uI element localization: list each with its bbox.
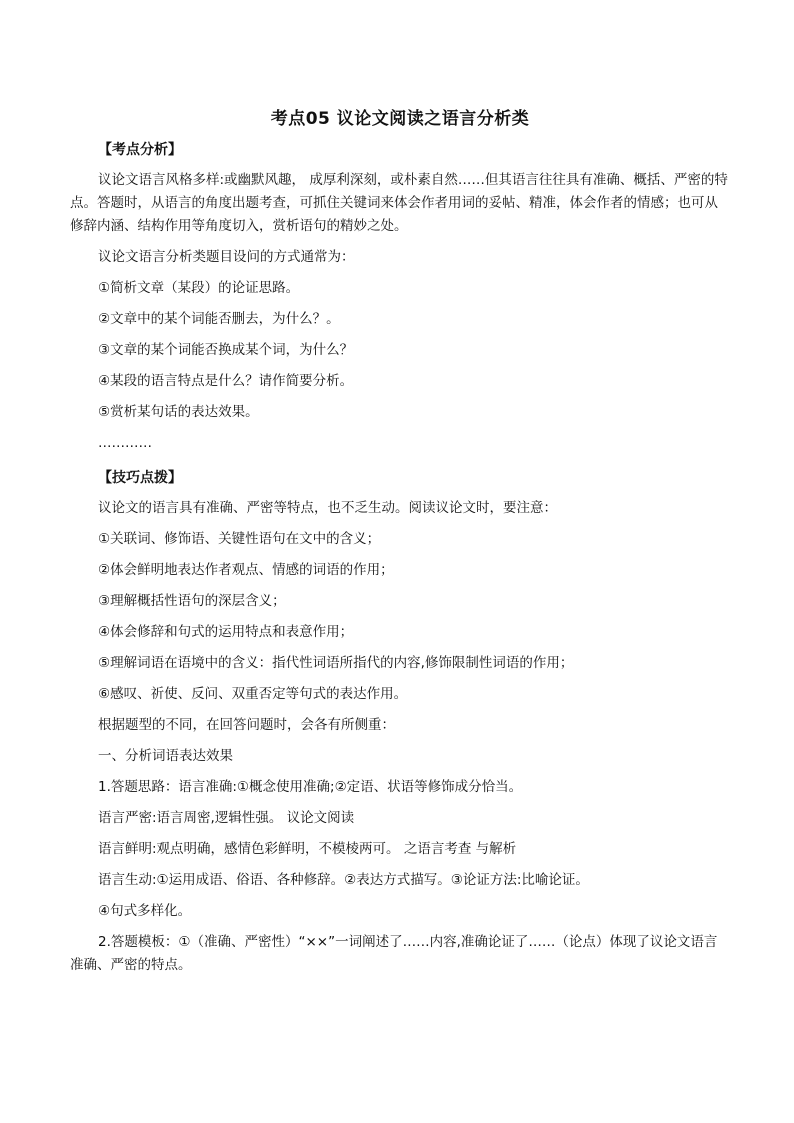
section-heading-tips: 【技巧点拨】 (98, 470, 182, 486)
tip-item: ⑥感叹、祈使、反问、双重否定等句式的表达作用。 (98, 686, 408, 702)
tip-item: 根据题型的不同，在回答问题时，会各有所侧重： (98, 717, 395, 733)
tip-item: 语言生动:①运用成语、俗语、各种修辞。②表达方式描写。③论证方法:比喻论证。 (98, 872, 589, 888)
tip-item: 一、分析词语表达效果 (98, 748, 233, 764)
tip-item: 语言鲜明:观点明确，感情色彩鲜明，不模棱两可。 之语言考查 与解析 (98, 841, 517, 857)
tip-item: ③理解概括性语句的深层含义； (98, 593, 286, 609)
question-type-item: ③文章的某个词能否换成某个词，为什么？ (98, 342, 354, 358)
tip-item: 1.答题思路：语言准确:①概念使用准确;②定语、状语等修饰成分恰当。 (98, 779, 523, 795)
tip-item: ①关联词、修饰语、关键性语句在文中的含义； (98, 531, 381, 547)
answer-template-paragraph: 2.答题模板：①（准确、严密性）“××”一词阐述了……内容,准确论证了……（论点）体现了议论文语言准确、严密的特点。 (70, 934, 718, 973)
analysis-intro-paragraph: 议论文语言风格多样:或幽默风趣， 成厚利深刻，或朴素自然……但其语言往往具有准确、概括、严密的特点。答题时，从语言的角度出题考查，可抓住关键词来体会作者用词的妥帖、精准，体会作者的情感；也可从修辞内涵、结构作用等角度切入，赏析语句的精妙之处。 (70, 172, 728, 234)
document-page (70, 104, 730, 985)
question-type-item: ⑤赏析某句话的表达效果。 (98, 404, 259, 420)
ellipsis-line: ………… (98, 435, 152, 451)
tip-item: 语言严密:语言周密,逻辑性强。 议论文阅读 (98, 810, 355, 826)
tip-item: ⑤理解词语在语境中的含义：指代性词语所指代的内容,修饰限制性词语的作用； (98, 655, 574, 671)
question-type-item: ④某段的语言特点是什么？请作简要分析。 (98, 373, 354, 389)
tips-intro-text: 议论文的语言具有准确、严密等特点，也不乏生动。阅读议论文时，要注意： (98, 500, 557, 516)
section-heading-analysis: 【考点分析】 (98, 142, 182, 158)
tip-item: ④体会修辞和句式的运用特点和表意作用； (98, 624, 354, 640)
question-type-item: ②文章中的某个词能否删去，为什么？。 (98, 311, 340, 327)
tip-item: ④句式多样化。 (98, 903, 192, 919)
question-type-item: ①简析文章（某段）的论证思路。 (98, 280, 300, 296)
analysis-lead-text: 议论文语言分析类题目设问的方式通常为： (98, 249, 355, 265)
tip-item: ②体会鲜明地表达作者观点、情感的词语的作用； (98, 562, 394, 578)
page-title: 考点05 议论文阅读之语言分析类 (270, 109, 530, 129)
